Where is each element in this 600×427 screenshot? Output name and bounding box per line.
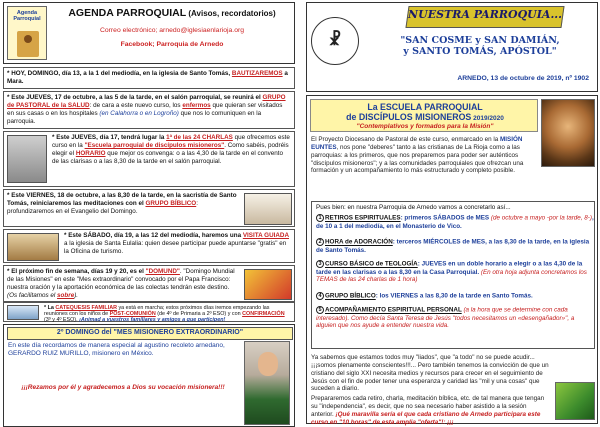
agenda-header xyxy=(3,2,295,64)
step-adoration xyxy=(316,238,594,254)
parish-saints xyxy=(365,35,595,58)
agenda-item-baptism xyxy=(3,67,295,89)
step-number: 4 xyxy=(316,292,324,300)
item-highlight: GRUPO BÍBLICO xyxy=(145,199,197,207)
agenda-item-domund xyxy=(3,265,295,302)
item-text: : de cara a este nuevo curso, los xyxy=(89,101,183,109)
item-text: : profundizaremos en el Evangelio del Domingo. xyxy=(7,199,198,215)
step-text: : terceros MIÉRCOLES de MES, a las 8,30 de la tarde, en la iglesia de Santo Tomás. xyxy=(316,238,590,254)
bible-photo xyxy=(244,193,292,225)
item-text: que mejor os convenga: o a las 4,30 de la tarde en el convento de las clarisas o a las 8,30 de la tarde en el salón parroquial. xyxy=(52,149,284,165)
item-text: . "Domingo Mundial de las Misiones" en este "Mes extraordinario" convocado por el Papa Francisco: nuestra oración y la aportación económica de las colectas tendrán este destino. xyxy=(7,268,235,291)
item-text: ya está en marcha; estos próximos días iremos empezando las reuniones con los niños de xyxy=(44,305,270,318)
step-text: , de 10 a 1 del mediodía, en el Monasterio de Vico. xyxy=(316,214,594,230)
agenda-item-bible-group xyxy=(3,189,295,227)
closing-text: Prepararemos cada retiro, charla, meditación bíblica, etc. de tal manera que tengan su "independencia", es decir, que no sea necesario haber asistido a la sesión anterior. xyxy=(311,395,545,419)
item-text: que quieran ser visitados en sus casas o en los hospitales xyxy=(7,101,283,117)
closing-image xyxy=(555,382,595,420)
agenda-facebook: Facebook; Parroquia de Arnedo xyxy=(120,41,224,48)
school-title-box xyxy=(310,99,538,132)
agenda-logo-icon xyxy=(17,31,39,57)
agenda-item-talks xyxy=(3,131,295,187)
right-column xyxy=(306,2,598,424)
step-text: : JUEVES en un doble horario a elegir o a las 4,30 de la tarde en las clarisas o a las 8,30 en la Casa Parroquial. xyxy=(316,260,583,276)
school-closing xyxy=(311,354,551,427)
item-highlight: GRUPO de PASTORAL de la SALUD xyxy=(7,94,286,109)
intro-highlight: MISIÓN EUNTES xyxy=(311,136,523,151)
agenda-subtitle: (Avisos, recordatorios) xyxy=(186,9,276,18)
item-text: * Este SÁBADO, día 19, a las 12 del mediodía, haremos una xyxy=(64,232,243,239)
item-note: (en Calahorra o en Logroño) xyxy=(99,109,179,117)
item-highlight: enfermos xyxy=(182,101,211,109)
item-text: a la iglesia de Santa Eulalia: quien desee participar puede apuntarse "gratis" en la Oficina de turismo. xyxy=(64,239,287,255)
step-label: HORA de ADORACIÓN xyxy=(325,238,393,246)
item-highlight: "DOMUND" xyxy=(145,268,180,275)
closing-highlight: ¡Qué maravilla sería el que cada cristiano de Arnedo participara este curso en "10 horas" de esta amplia "oferta"!: ¡¡¡ xyxy=(311,411,541,426)
step-label: GRUPO BÍBLICO xyxy=(325,292,376,300)
school-title-line-2: de DISCÍPULOS MISIONEROS xyxy=(346,112,472,123)
item-highlight: CONFIRMACIÓN xyxy=(242,311,285,318)
agenda-title xyxy=(52,7,292,20)
step-number: 5 xyxy=(316,306,324,314)
step-label: RETIROS ESPIRITUALES xyxy=(325,214,401,222)
step-number: 1 xyxy=(316,214,324,222)
step-text: : primeros SÁBADOS de MES xyxy=(400,214,491,222)
item-text: * HOY, DOMINGO, día 13, a la 1 del mediodía, en la iglesia de Santo Tomás, xyxy=(7,70,232,77)
step-note: (de octubre a mayo -por la tarde, 8-) xyxy=(490,214,593,222)
step-text: : los VIERNES a las 8,30 de la tarde en Santo Tomás. xyxy=(375,292,533,300)
talks-photo xyxy=(7,135,47,183)
parish-banner-title: NUESTRA PARROQUIA... xyxy=(408,8,562,21)
agenda-logo-text: Agenda Parroquial xyxy=(13,10,41,23)
step-retreats xyxy=(316,214,594,230)
item-highlight: "Escuela parroquial de discípulos misioneros" xyxy=(84,141,225,149)
chi-rho-logo-icon xyxy=(311,17,359,65)
item-text: * Este JUEVES, día 17, tendrá lugar la xyxy=(52,134,167,141)
item-note: ). xyxy=(74,291,79,299)
item-highlight: 1ª de las 24 CHARLAS xyxy=(166,134,233,141)
school-title-line-1: La ESCUELA PARROQUIAL xyxy=(367,102,483,112)
saints-line-1: "SAN COSME y SAN DAMIÁN, xyxy=(400,35,560,46)
intro-text: , nos pone "deberes" tanto a las cristianas de La Rioja como a las parroquias: a los primeros, que nos preparemos para poder ser auténticos "discípulos misioneros"; y a las comunidades parroquiales que ofrezcan una formación y un acompañamiento lo más estructurado y completo posible. xyxy=(311,143,524,175)
school-section xyxy=(306,95,598,424)
item-note: ¡Animad a vuestros familiares y amigos a que participen! xyxy=(79,317,226,324)
agenda-logo xyxy=(7,6,47,60)
mission-sunday-text: En este día recordamos de manera especial al agustino recoleto arnedano, GERARDO RUIZ MURILLO, misionero en México. xyxy=(8,342,225,358)
left-column xyxy=(3,2,295,424)
mission-sunday-title: 2º DOMINGO del "MES MISIONERO EXTRAORDINARIO" xyxy=(7,327,293,340)
saints-line-2: y SANTO TOMÁS, APÓSTOL" xyxy=(403,46,557,58)
agenda-item-health-group xyxy=(3,91,295,129)
item-highlight: POST-COMUNIÓN xyxy=(109,311,156,318)
step-bible-group xyxy=(316,292,594,301)
school-intro xyxy=(311,136,541,175)
item-text: que ofrecemos este curso en la xyxy=(52,134,290,149)
mission-sunday-box xyxy=(3,324,295,427)
item-text: * Este VIERNES, 18 de octubre, a las 8,30 de la tarde, en la sacristía de Santo Tomás, reiniciaremos las meditaciones con el xyxy=(7,192,237,207)
school-year: 2019/2020 xyxy=(471,115,504,123)
item-text: (de 4º de Primaria a 2º ESO) y con xyxy=(155,311,243,318)
item-text: (3º y 4º ESO). xyxy=(44,317,80,324)
closing-text: Ya sabemos que estamos todos muy "liados", que "a todo" no se puede acudir... ¡¡¡somos plenamente conscientes!!!... Pero también tenemos la convicción de que un cristiano del siglo XXI necesita medios y recursos para crecer en el seguimiento de Jesús con el fin de poder tener una esperanza y caridad las "mil y una cosas" que suceden a diario. xyxy=(311,354,549,393)
agenda-email: Correo electrónico; arnedo@iglesiaenlarioja.org xyxy=(99,27,245,34)
agenda-item-catechesis xyxy=(3,302,295,322)
step-spiritual-guidance xyxy=(316,306,594,330)
step-number: 2 xyxy=(316,238,324,246)
bulletin-date: ARNEDO, 13 de octubre de 2019, nº 1902 xyxy=(457,75,589,82)
item-highlight: HORARIO xyxy=(75,149,106,157)
intro-text: El Proyecto Diocesano de Pastoral de este curso, enmarcado en la xyxy=(311,136,501,143)
item-highlight: sobre xyxy=(57,291,75,299)
item-text: * El próximo fin de semana, días 19 y 20, es el xyxy=(7,268,146,275)
steps-box xyxy=(311,201,595,349)
jesus-image xyxy=(541,99,595,167)
school-title xyxy=(311,102,539,123)
church-photo xyxy=(7,233,59,261)
catechesis-photo xyxy=(7,305,39,320)
parish-header xyxy=(306,2,598,92)
item-text: . Como sabéis, podréis elegir el xyxy=(52,141,289,157)
item-text: que nos lo comuniquen en la parroquia. xyxy=(7,109,262,125)
item-highlight: CATEQUESIS FAMILIAR xyxy=(55,305,117,311)
item-note: (Os facilitamos el xyxy=(7,291,58,299)
missionary-photo xyxy=(244,341,290,425)
item-highlight: BAUTIZAREMOS xyxy=(231,70,283,77)
school-motto: "Contemplativos y formados para la Misión" xyxy=(356,123,494,130)
step-label: CURSO BÁSICO de TEOLOGÍA xyxy=(325,260,418,268)
agenda-title-text: AGENDA PARROQUIAL xyxy=(68,7,187,19)
domund-photo xyxy=(244,269,292,300)
step-label: ACOMPAÑAMIENTO ESPIRITUAL PERSONAL xyxy=(325,306,462,314)
item-text: * La xyxy=(44,305,56,311)
item-text: a Mara. xyxy=(7,70,288,85)
step-number: 3 xyxy=(316,260,324,268)
mission-sunday-thanks: ¡¡¡Rezamos por él y agradecemos a Dios su vocación misionera!!! xyxy=(21,384,225,391)
item-text: * Este JUEVES, 17 de octubre, a las 5 de la tarde, en el salón parroquial, se reunirá el xyxy=(7,94,263,101)
step-note: (a la hora que se determine con cada interesado). Como decía Santa Teresa de Jesús "todos necesitamos un «desengañador»", a alguien que nos ayude a entender nuestra vida. xyxy=(316,306,575,330)
step-theology xyxy=(316,260,594,284)
step-note: (En otra hoja adjunta concretamos los TEMAS de las 24 charlas de 1 hora) xyxy=(316,268,587,284)
agenda-item-guided-visit xyxy=(3,229,295,263)
steps-intro: Pues bien: en nuestra Parroquia de Arnedo vamos a concretarlo así... xyxy=(316,204,511,211)
chi-rho-glyph: ☧ xyxy=(328,30,342,49)
item-highlight: VISITA GUIADA xyxy=(242,232,290,239)
